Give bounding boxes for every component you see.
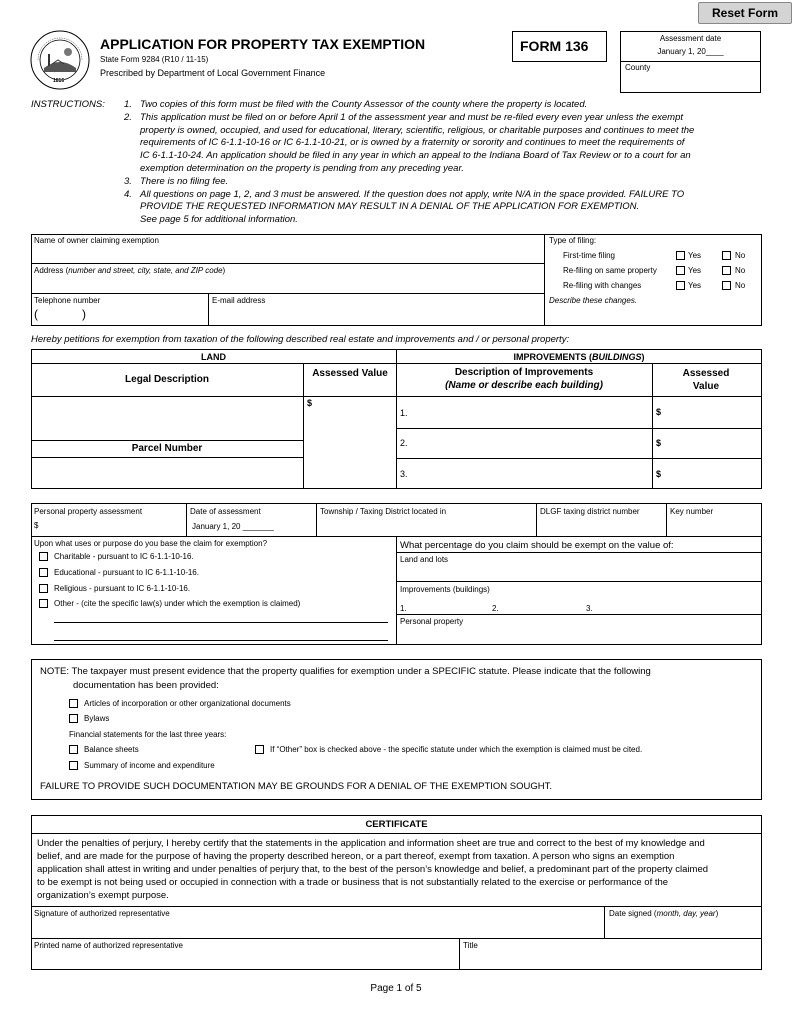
petition-text: Hereby petitions for exemption from taxation of the following described real estate and improvements and / or personal property: bbox=[31, 334, 570, 345]
key-number-field[interactable] bbox=[668, 518, 760, 535]
parcel-number-field[interactable] bbox=[32, 458, 302, 488]
doc-balance-sheets[interactable] bbox=[69, 745, 139, 754]
financial-label: Financial statements for the last three years: bbox=[69, 730, 227, 739]
instruction-text: property is owned, occupied, and used for educational, literary, scientific, religious, or charitable purposes and continues to meet the bbox=[140, 124, 695, 136]
note-line-2: documentation has been provided: bbox=[73, 680, 219, 691]
improvement-dollar-3: $ bbox=[656, 469, 662, 479]
describe-changes-label: Describe these changes. bbox=[549, 296, 638, 305]
certificate-header: CERTIFICATE bbox=[365, 819, 428, 830]
bylaws-checkbox[interactable] bbox=[69, 714, 78, 723]
legal-description-header: Legal Description bbox=[125, 374, 209, 385]
instruction-text: There is no filing fee. bbox=[140, 175, 229, 187]
instruction-text: IC 6-1.1-10-24. An application should be filed in any year in which an appeal to the Indiana Board of Tax Review or to a court for an bbox=[140, 150, 691, 162]
instruction-text: Two copies of this form must be filed with the County Assessor of the county where the property is located. bbox=[140, 99, 588, 110]
name-or-describe-header: (Name or describe each building) bbox=[445, 380, 603, 391]
telephone-field[interactable] bbox=[32, 306, 207, 324]
certificate-line: Under the penalties of perjury, I hereby certify that the statements in the application and information sheet are true and correct to the best of my knowledge and bbox=[37, 838, 705, 849]
improvement-dollar-2: $ bbox=[656, 438, 662, 448]
instruction-line bbox=[124, 163, 764, 176]
land-lots-field[interactable] bbox=[398, 565, 760, 580]
address-label-b: ) bbox=[222, 266, 226, 275]
form-number: FORM 136 bbox=[520, 38, 589, 54]
improvements-header-a: IMPROVEMENTS ( bbox=[513, 352, 592, 362]
doc-label: If “Other” box is checked above - the specific statute under which the exemption is claimed must be cited. bbox=[270, 745, 643, 754]
address-label-a: Address ( bbox=[34, 266, 69, 275]
date-signed-a: Date signed ( bbox=[609, 909, 657, 918]
instruction-line bbox=[124, 112, 764, 125]
reset-form-button[interactable]: Reset Form bbox=[698, 2, 792, 24]
date-signed-label bbox=[609, 909, 718, 918]
land-header: LAND bbox=[201, 352, 226, 362]
date-signed-italic: month, day, year bbox=[656, 909, 716, 918]
purpose-option-other[interactable] bbox=[39, 599, 300, 608]
instructions-label: INSTRUCTIONS: bbox=[31, 99, 105, 110]
township-field[interactable] bbox=[318, 518, 534, 535]
filing-row-first-time bbox=[563, 250, 761, 262]
personal-property-pct-label: Personal property bbox=[400, 617, 464, 626]
yes-label: Yes bbox=[688, 281, 702, 290]
improvement-row-number: 2. bbox=[400, 438, 408, 448]
address-label-italic: number and street, city, state, and ZIP code bbox=[68, 266, 223, 275]
filing-type-label: Type of filing: bbox=[549, 236, 597, 245]
dlgf-label: DLGF taxing district number bbox=[540, 507, 640, 516]
date-signed-field[interactable] bbox=[606, 919, 760, 937]
land-lots-label: Land and lots bbox=[400, 555, 449, 564]
owner-name-field[interactable] bbox=[32, 246, 543, 262]
educational-checkbox[interactable] bbox=[39, 568, 48, 577]
same-property-yes-checkbox[interactable] bbox=[676, 266, 685, 275]
form-title: APPLICATION FOR PROPERTY TAX EXEMPTION bbox=[100, 36, 426, 52]
improvements-pct-2[interactable]: 2. bbox=[492, 604, 499, 613]
county-label: County bbox=[625, 63, 651, 72]
instruction-text: See page 5 for additional information. bbox=[140, 214, 298, 226]
articles-checkbox[interactable] bbox=[69, 699, 78, 708]
purpose-option-religious[interactable] bbox=[39, 584, 190, 593]
instruction-text: requirements of IC 6-1.1-10-16 or IC 6-1.1-10-21, or is owned by a fraternity or sorority and continues to meet the requirements of bbox=[140, 137, 685, 149]
assessment-date-label: Assessment date bbox=[659, 34, 722, 43]
improvement-row-3[interactable] bbox=[397, 459, 652, 488]
instruction-text: All questions on page 1, 2, and 3 must be answered. If the question does not apply, write N/A in the space provided. FAILURE TO bbox=[140, 188, 685, 200]
instruction-line bbox=[124, 189, 764, 202]
state-seal bbox=[30, 30, 90, 90]
improvements-pct-text: Improvements (buildings) bbox=[400, 585, 490, 594]
purpose-option-label: Charitable - pursuant to IC 6-1.1-10-16. bbox=[54, 552, 194, 561]
certificate-line: to be exempt is not being used or occupied in connection with a trade or business that is not substantially related to the exercise or performance of the bbox=[37, 877, 669, 888]
instruction-line bbox=[124, 150, 764, 163]
improvements-pct-1[interactable]: 1. bbox=[400, 604, 407, 613]
charitable-checkbox[interactable] bbox=[39, 552, 48, 561]
address-label bbox=[34, 266, 225, 275]
key-number-label: Key number bbox=[670, 507, 714, 516]
phone-paren-open: ( bbox=[34, 307, 38, 321]
improvements-header bbox=[396, 352, 762, 362]
instruction-line bbox=[124, 214, 764, 227]
instruction-line bbox=[124, 99, 764, 112]
balance-sheets-checkbox[interactable] bbox=[69, 745, 78, 754]
certificate-text bbox=[37, 837, 759, 902]
printed-name-field[interactable] bbox=[32, 951, 457, 969]
certificate-line: application shall attest in writing and under penalties of perjury that, to the best of the person’s knowledge and belief, a predominant part of the property claimed bbox=[37, 864, 709, 875]
seal-year: 1816 bbox=[53, 78, 65, 84]
filing-row-label: First-time filing bbox=[563, 251, 616, 260]
description-improvements-header: Description of Improvements bbox=[454, 367, 594, 378]
first-time-yes-checkbox[interactable] bbox=[676, 251, 685, 260]
personal-property-pct-field[interactable] bbox=[398, 627, 760, 643]
telephone-label: Telephone number bbox=[34, 296, 101, 305]
improvement-dollar-1: $ bbox=[656, 407, 662, 417]
yes-label: Yes bbox=[688, 251, 702, 260]
pp-dollar: $ bbox=[34, 521, 39, 530]
no-label: No bbox=[735, 266, 746, 275]
state-form-number: State Form 9284 (R10 / 11-15) bbox=[100, 55, 209, 64]
page-number: Page 1 of 5 bbox=[370, 983, 422, 994]
instruction-line bbox=[124, 125, 764, 138]
title-field[interactable] bbox=[461, 951, 760, 969]
improvement-row-number: 1. bbox=[400, 408, 408, 418]
instruction-text: exemption determination on the property is pending from any preceding year. bbox=[140, 162, 464, 174]
improvements-pct-label bbox=[400, 585, 490, 594]
phone-paren-close: ) bbox=[82, 307, 86, 321]
instruction-text: PROVIDE THE REQUESTED INFORMATION MAY RESULT IN A DENIAL OF THE APPLICATION FOR EXEMPTION. bbox=[140, 201, 640, 213]
purpose-option-label: Other - (cite the specific law(s) under which the exemption is claimed) bbox=[54, 599, 301, 608]
prescribed-by: Prescribed by Department of Local Government Finance bbox=[100, 68, 326, 78]
purpose-question: Upon what uses or purpose do you base the claim for exemption? bbox=[34, 539, 268, 548]
purpose-option-charitable[interactable] bbox=[39, 552, 194, 561]
instruction-line bbox=[124, 137, 764, 150]
date-assessment-value[interactable]: January 1, 20 _______ bbox=[192, 522, 274, 531]
instructions-list bbox=[124, 99, 764, 227]
purpose-option-label: Religious - pursuant to IC 6-1.1-10-16. bbox=[54, 584, 191, 593]
instruction-number: 2. bbox=[124, 111, 132, 123]
doc-bylaws[interactable] bbox=[69, 714, 109, 723]
doc-other-note[interactable] bbox=[255, 745, 642, 754]
assessed-value-header: Assessed Value bbox=[312, 368, 388, 379]
parcel-number-label: Parcel Number bbox=[131, 443, 203, 454]
failure-warning: FAILURE TO PROVIDE SUCH DOCUMENTATION MAY BE GROUNDS FOR A DENIAL OF THE EXEMPTION SOUGHT. bbox=[40, 781, 553, 792]
purpose-option-label: Educational - pursuant to IC 6-1.1-10-16. bbox=[54, 568, 199, 577]
dlgf-field[interactable] bbox=[538, 518, 664, 535]
instruction-line bbox=[124, 201, 764, 214]
signature-field[interactable] bbox=[32, 919, 602, 937]
township-label: Township / Taxing District located in bbox=[320, 507, 447, 516]
doc-label: Summary of income and expenditure bbox=[84, 761, 215, 770]
assessed-value-header-2: Assessed Value bbox=[682, 368, 730, 392]
doc-summary[interactable] bbox=[69, 761, 215, 770]
with-changes-yes-checkbox[interactable] bbox=[676, 281, 685, 290]
filing-row-label: Re-filing on same property bbox=[563, 266, 657, 275]
address-field[interactable] bbox=[32, 276, 543, 292]
other-line-2[interactable] bbox=[54, 640, 388, 641]
improvement-row-1[interactable] bbox=[397, 397, 652, 428]
improvement-row-number: 3. bbox=[400, 469, 408, 479]
email-field[interactable] bbox=[210, 306, 543, 324]
doc-label: Bylaws bbox=[84, 714, 110, 723]
legal-description-field[interactable] bbox=[32, 397, 302, 439]
certificate-line: belief, and are made for the purpose of having the property described hereon, or a part thereof, exempt from taxation. A person who signs an exemption bbox=[37, 851, 675, 862]
improvements-header-b: ) bbox=[641, 352, 645, 362]
doc-articles[interactable] bbox=[69, 699, 291, 708]
pp-assessment-field[interactable] bbox=[42, 518, 184, 535]
doc-label: Articles of incorporation or other organizational documents bbox=[84, 699, 291, 708]
instruction-text: This application must be filed on or before April 1 of the assessment year and must be re-filed every even year unless the exempt bbox=[140, 111, 684, 123]
land-dollar-sign: $ bbox=[307, 398, 313, 408]
yes-label: Yes bbox=[688, 266, 702, 275]
improvement-row-2[interactable] bbox=[397, 429, 652, 458]
date-assessment-label: Date of assessment bbox=[190, 507, 261, 516]
owner-name-label: Name of owner claiming exemption bbox=[34, 236, 159, 245]
summary-checkbox[interactable] bbox=[69, 761, 78, 770]
religious-checkbox[interactable] bbox=[39, 584, 48, 593]
with-changes-no-checkbox[interactable] bbox=[722, 281, 731, 290]
date-signed-b: ) bbox=[715, 909, 719, 918]
first-time-no-checkbox[interactable] bbox=[722, 251, 731, 260]
other-line-1[interactable] bbox=[54, 622, 388, 623]
no-label: No bbox=[735, 251, 746, 260]
instruction-number: 3. bbox=[124, 175, 132, 187]
filing-row-same-property bbox=[563, 265, 761, 277]
signature-label: Signature of authorized representative bbox=[34, 909, 170, 918]
assessment-date-value[interactable]: January 1, 20____ bbox=[657, 47, 724, 56]
purpose-option-educational[interactable] bbox=[39, 568, 199, 577]
email-label: E-mail address bbox=[212, 296, 266, 305]
doc-label: Balance sheets bbox=[84, 745, 139, 754]
percentage-question: What percentage do you claim should be exempt on the value of: bbox=[400, 540, 674, 551]
improvements-pct-3[interactable]: 3. bbox=[586, 604, 593, 613]
same-property-no-checkbox[interactable] bbox=[722, 266, 731, 275]
printed-name-label: Printed name of authorized representative bbox=[34, 941, 183, 950]
pp-assessment-label: Personal property assessment bbox=[34, 507, 143, 516]
improvements-header-italic: BUILDINGS bbox=[592, 352, 642, 362]
instruction-line bbox=[124, 176, 764, 189]
certificate-line: organization’s exempt purpose. bbox=[37, 890, 169, 901]
title-label: Title bbox=[463, 941, 478, 950]
other-statute-checkbox[interactable] bbox=[255, 745, 264, 754]
instruction-number: 1. bbox=[124, 99, 132, 110]
note-line-1: NOTE: The taxpayer must present evidence that the property qualifies for exemption under a SPECIFIC statute. Please indicate that the following bbox=[40, 666, 651, 677]
filing-row-with-changes bbox=[563, 280, 761, 292]
filing-row-label: Re-filing with changes bbox=[563, 281, 642, 290]
no-label: No bbox=[735, 281, 746, 290]
instruction-number: 4. bbox=[124, 188, 132, 200]
other-checkbox[interactable] bbox=[39, 599, 48, 608]
land-assessed-value-field[interactable] bbox=[304, 397, 395, 488]
